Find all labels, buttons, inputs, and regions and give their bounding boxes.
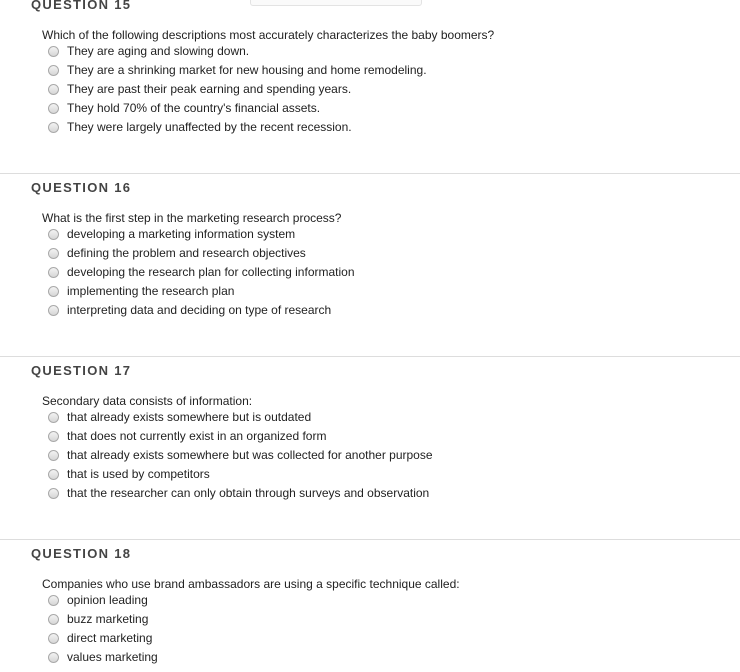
question-16 bbox=[0, 174, 740, 356]
answer-option[interactable] bbox=[48, 61, 427, 80]
answer-option[interactable] bbox=[48, 301, 331, 320]
question-text: What is the first step in the marketing research process? bbox=[42, 211, 342, 225]
question-title: QUESTION 15 bbox=[31, 0, 132, 12]
radio-button[interactable] bbox=[48, 122, 59, 133]
radio-button[interactable] bbox=[48, 450, 59, 461]
answer-option[interactable] bbox=[48, 263, 355, 282]
answer-option[interactable] bbox=[48, 282, 234, 301]
answer-label: direct marketing bbox=[67, 631, 153, 645]
question-18 bbox=[0, 540, 740, 672]
answer-option[interactable] bbox=[48, 446, 433, 465]
answer-label: that the researcher can only obtain through surveys and observation bbox=[67, 486, 430, 500]
radio-button[interactable] bbox=[48, 431, 59, 442]
answer-label: values marketing bbox=[67, 650, 158, 664]
radio-button[interactable] bbox=[48, 614, 59, 625]
answer-label: buzz marketing bbox=[67, 612, 149, 626]
answer-label: They are past their peak earning and spending years. bbox=[67, 82, 352, 96]
question-text: Secondary data consists of information: bbox=[42, 394, 253, 408]
answer-option[interactable] bbox=[48, 225, 295, 244]
radio-button[interactable] bbox=[48, 103, 59, 114]
answer-option[interactable] bbox=[48, 80, 351, 99]
answer-option[interactable] bbox=[48, 427, 326, 446]
answer-option[interactable] bbox=[48, 408, 311, 427]
answer-label: implementing the research plan bbox=[67, 284, 235, 298]
answer-option[interactable] bbox=[48, 648, 158, 667]
answer-label: They are a shrinking market for new housing and home remodeling. bbox=[67, 63, 427, 77]
radio-button[interactable] bbox=[48, 652, 59, 663]
radio-button[interactable] bbox=[48, 305, 59, 316]
answer-label: They hold 70% of the country's financial assets. bbox=[67, 101, 321, 115]
answer-label: that does not currently exist in an organized form bbox=[67, 429, 327, 443]
answer-label: defining the problem and research objectives bbox=[67, 246, 306, 260]
answer-label: They are aging and slowing down. bbox=[67, 44, 250, 58]
question-title: QUESTION 17 bbox=[31, 363, 132, 378]
answer-option[interactable] bbox=[48, 484, 429, 503]
answer-option[interactable] bbox=[48, 99, 320, 118]
answer-label: that already exists somewhere but was collected for another purpose bbox=[67, 448, 433, 462]
radio-button[interactable] bbox=[48, 248, 59, 259]
radio-button[interactable] bbox=[48, 65, 59, 76]
answer-label: developing a marketing information system bbox=[67, 227, 296, 241]
radio-button[interactable] bbox=[48, 633, 59, 644]
answer-label: that is used by competitors bbox=[67, 467, 210, 481]
answer-label: developing the research plan for collecting information bbox=[67, 265, 355, 279]
radio-button[interactable] bbox=[48, 267, 59, 278]
question-text: Which of the following descriptions most accurately characterizes the baby boomers? bbox=[42, 28, 495, 42]
radio-button[interactable] bbox=[48, 488, 59, 499]
answer-option[interactable] bbox=[48, 118, 352, 137]
question-title: QUESTION 16 bbox=[31, 180, 132, 195]
answer-option[interactable] bbox=[48, 244, 306, 263]
answer-label: opinion leading bbox=[67, 593, 148, 607]
answer-label: interpreting data and deciding on type of research bbox=[67, 303, 332, 317]
question-text: Companies who use brand ambassadors are using a specific technique called: bbox=[42, 577, 460, 591]
radio-button[interactable] bbox=[48, 412, 59, 423]
answer-label: They were largely unaffected by the recent recession. bbox=[67, 120, 352, 134]
radio-button[interactable] bbox=[48, 84, 59, 95]
radio-button[interactable] bbox=[48, 469, 59, 480]
answer-label: that already exists somewhere but is outdated bbox=[67, 410, 312, 424]
question-15 bbox=[0, 0, 740, 173]
answer-option[interactable] bbox=[48, 610, 148, 629]
answer-option[interactable] bbox=[48, 591, 148, 610]
answer-option[interactable] bbox=[48, 42, 249, 61]
radio-button[interactable] bbox=[48, 229, 59, 240]
answer-option[interactable] bbox=[48, 629, 152, 648]
radio-button[interactable] bbox=[48, 595, 59, 606]
radio-button[interactable] bbox=[48, 286, 59, 297]
question-17 bbox=[0, 357, 740, 539]
answer-option[interactable] bbox=[48, 465, 210, 484]
radio-button[interactable] bbox=[48, 46, 59, 57]
question-title: QUESTION 18 bbox=[31, 546, 132, 561]
